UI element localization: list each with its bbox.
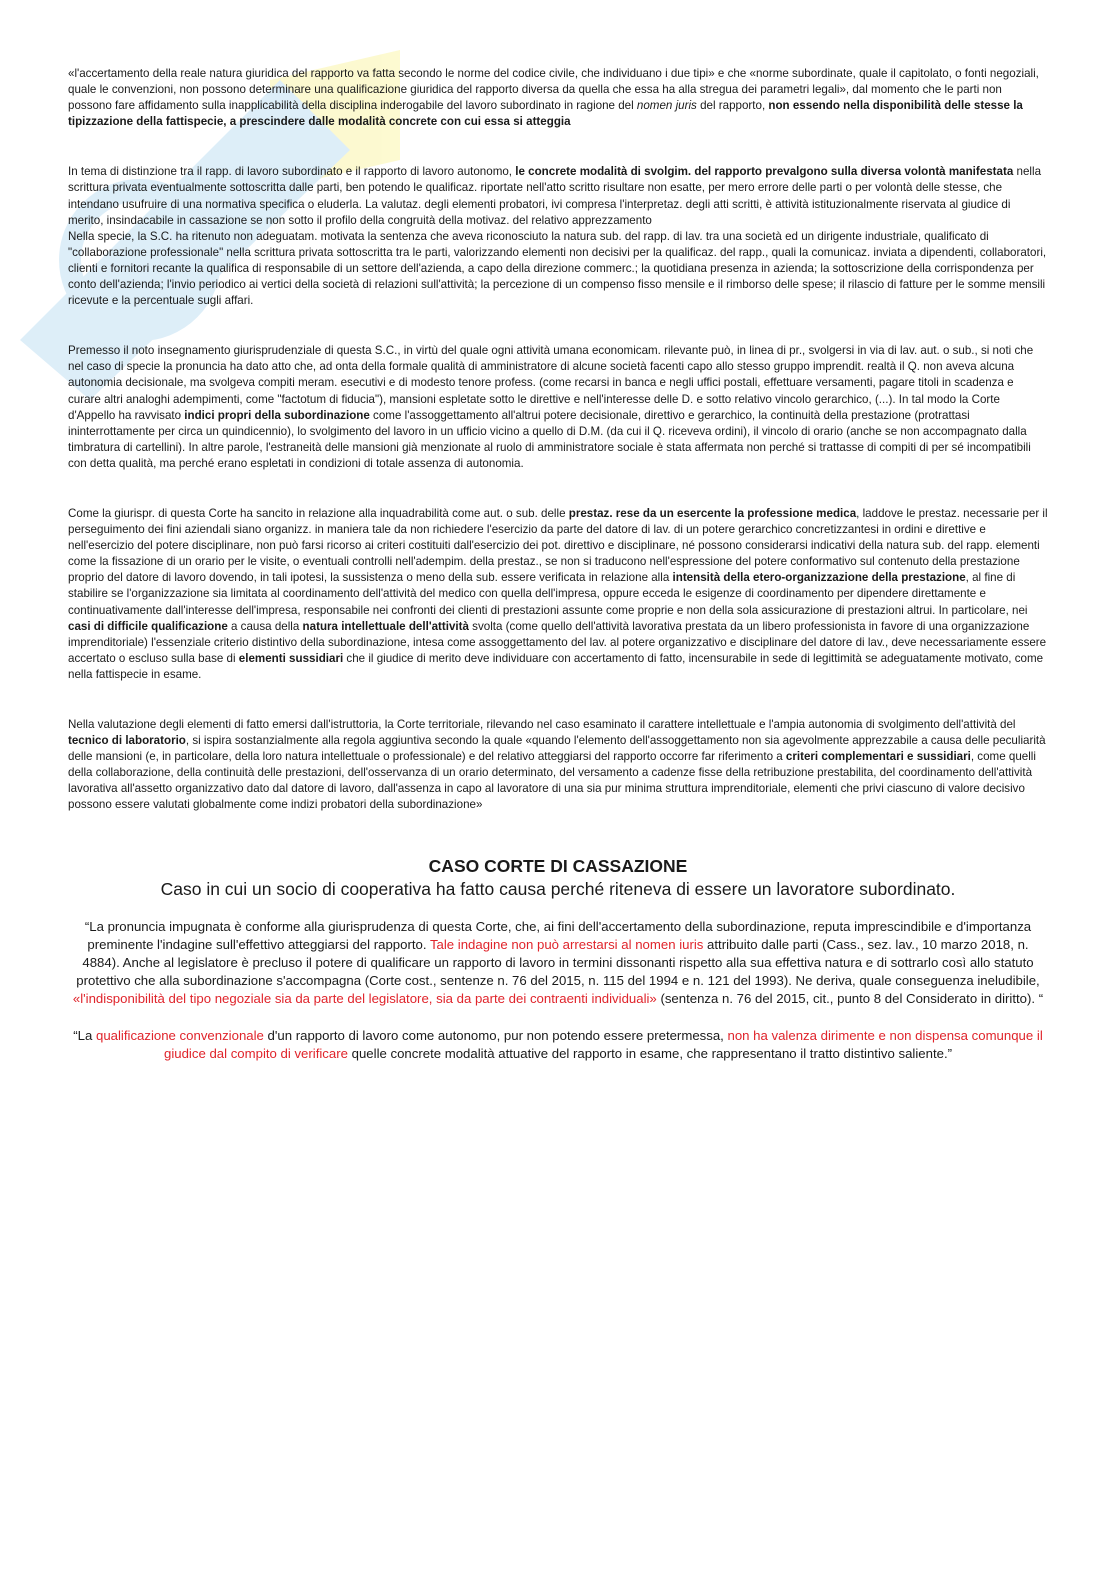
- paragraph-1: «l'accertamento della reale natura giuridica del rapporto va fatta secondo le norme del codice civile, che individuano i due tipi» e che «norme subordinate, quale il capitolato, o fonti negoziali, quale le convenzioni, non possono determinare una qualificazione giuridica del rapporto diversa da quella che essa ha alla stregua dei parametri legali», dal momento che le parti non possono fare affidamento sulla inapplicabilità della disciplina inderogabile del lavoro subordinato in ragione del nomen juris del rapporto, non essendo nella disponibilità delle stesse la tipizzazione della fattispecie, a prescindere dalle modalità concrete con cui essa si atteggia: [68, 67, 1039, 129]
- paragraph-2: In tema di distinzione tra il rapp. di lavoro subordinato e il rapporto di lavoro autonomo, le concrete modalità di svolgim. del rapporto prevalgono sulla diversa volontà manifestata nella scrittura privata eventualmente sottoscritta dalle parti, ben potendo le qualificaz. riportate nell'atto scritto risultare non esatte, per mero errore delle parti o per volontà delle stesse, che intendano usufruire di una normativa specifica o eluderla. La valutaz. degli elementi probatori, ivi compresa l'interpretaz. degli atti scritti, è attività istituzionalmente riservata al giudice di merito, insindacabile in cassazione se non sotto il profilo della congruità della motivaz. del relativo apprezzamento Nella specie, la S.C. ha ritenuto non adeguatam. motivata la sentenza che aveva riconosciuto la natura sub. del rapp. di lav. tra una società ed un dirigente industriale, qualificato di "collaborazione professionale" nella scrittura privata sottoscritta tra le parti, valorizzando elementi non decisivi per la qualificaz. del rapp., quali la comunicaz. inviata a dipendenti, collaboratori, clienti e fornitori recante la qualifica di responsabile di un settore dell'azienda, a capo della direzione commerc.; la quotidiana presenza in azienda; la sottoscrizione della corrispondenza per conto dell'azienda; l'invio periodico ai vertici della società di relazioni sull'attività; la percezione di un compenso fisso mensile e il rimborso delle spese; il rilascio di fatture per le somme mensili ricevute e la percentuale sugli affari.: [68, 165, 1047, 308]
- case-title: CASO CORTE DI CASSAZIONE: [428, 855, 688, 876]
- paragraph-5: Nella valutazione degli elementi di fatto emersi dall'istruttoria, la Corte territoriale, rilevando nel caso esaminato il carattere intellettuale e l'ampia autonomia di svolgimento dell'attività del tecnico di laboratorio, si ispira sostanzialmente alla regola aggiuntiva secondo la quale «quando l'elemento dell'assoggettamento non sia agevolmente apprezzabile a causa delle peculiarità delle mansioni (e, in particolare, della loro natura intellettuale o professionale) e del relativo atteggiarsi del rapporto occorre far riferimento a criteri complementari e sussidiari, come quelli della collaborazione, della continuità delle prestazioni, dell'osservanza di un orario determinato, del versamento a cadenze fisse della retribuzione prestabilita, del coordinamento dell'attività lavorativa all'assetto organizzativo dato dal datore di lavoro, dall'assenza in capo al lavoratore di una sia pur minima struttura imprenditoriale, elementi che privi ciascuno di valore decisivo possono essere valutati globalmente come indizi probatori della subordinazione»: [68, 718, 1046, 812]
- quote-2: “La qualificazione convenzionale d'un rapporto di lavoro come autonomo, pur non potendo essere pretermessa, non ha valenza dirimente e non dispensa comunque il giudice dal compito di verificare quelle concrete modalità attuative del rapporto in esame, che rappresentano il tratto distintivo saliente.”: [73, 1027, 1043, 1061]
- quote-1: “La pronuncia impugnata è conforme alla giurisprudenza di questa Corte, che, ai fini dell'accertamento della subordinazione, reputa imprescindibile e d'importanza preminente l'indagine sull'effettivo atteggiarsi del rapporto. Tale indagine non può arrestarsi al nomen iuris attribuito dalle parti (Cass., sez. lav., 10 marzo 2018, n. 4884). Anche al legislatore è precluso il potere di qualificare un rapporto di lavoro in termini dissonanti rispetto alla sua effettiva natura e di sottrarlo così allo statuto protettivo che alla subordinazione s'accompagna (Corte cost., sentenze n. 76 del 2015, n. 115 del 1994 e n. 121 del 1993). Ne deriva, quale conseguenza ineludibile, «l'indisponibilità del tipo negoziale sia da parte del legislatore, sia da parte dei contraenti individuali» (sentenza n. 76 del 2015, cit., punto 8 del Considerato in diritto). “: [72, 918, 1044, 1007]
- paragraph-4: Come la giurispr. di questa Corte ha sancito in relazione alla inquadrabilità come aut. o sub. delle prestaz. rese da un esercente la professione medica, laddove le prestaz. necessarie per il perseguimento dei fini aziendali siano organizz. in maniera tale da non richiedere l'esercizio da parte del datore di lav. di un potere gerarchico concretizzantesi in ordini e direttive e nell'esercizio del potere disciplinare, non può farsi ricorso ai criteri costituiti dall'esercizio dei pot. direttivo e disciplinare, né possono considerarsi indicativi della natura sub. del rapp. elementi come la fissazione di un orario per le visite, o eventuali controlli nell'adempim. della prestaz., se non si traducono nell'espressione del potere conformativo sul contenuto della prestazione proprio del datore di lavoro dovendo, in tali ipotesi, la sussistenza o meno della sub. essere verificata in relazione alla intensità della etero-organizzazione della prestazione, al fine di stabilire se l'organizzazione sia limitata al coordinamento dell'attività del medico con quella dell'impresa, oppure ecceda le esigenze di coordinamento per dipendere direttamente e continuativamente dall'interesse dell'impresa, responsabile nei confronti dei clienti di prestazioni assunte come proprie e non della sola assicurazione di prestazioni altrui. In particolare, nei casi di difficile qualificazione a causa della natura intellettuale dell'attività svolta (come quello dell'attività lavorativa prestata da un libero professionista in favore di una organizzazione imprenditoriale) l'essenziale criterio distintivo della subordinazione, intesa come assoggettamento del lav. al potere organizzativo e disciplinare del datore di lav., deve necessariamente essere accertato o escluso sulla base di elementi sussidiari che il giudice di merito deve individuare con accertamento di fatto, incensurabile in sede di legittimità se adeguatamente motivato, come nella fattispecie in esame.: [68, 506, 1048, 681]
- paragraph-3: Premesso il noto insegnamento giurisprudenziale di questa S.C., in virtù del quale ogni attività umana economicam. rilevante può, in linea di pr., svolgersi in via di lav. aut. o sub., si noti che nel caso di specie la pronuncia ha dato atto che, ad onta della formale qualità di amministratore di alcune società facenti capo allo stesso gruppo imprendit. realtà il Q. non aveva alcuna autonomia decisionale, ma svolgeva compiti meram. esecutivi e di modesto tenore profess. (come recarsi in banca e negli uffici postali, effettuare versamenti, pagare titoli in scadenza e curare altri analoghi adempimenti, come "factotum di fiducia"), mansioni espletate sotto le direttive e nell'interesse delle D. e sotto relativo vincolo gerarchico, (...). In tal modo la Corte d'Appello ha ravvisato indici propri della subordinazione come l'assoggettamento all'altrui potere decisionale, direttivo e gerarchico, la continuità della prestazione (protrattasi ininterrottamente per circa un quindicennio), lo svolgimento del lavoro in un ufficio vicino a quello di D.M. (da cui il Q. riceveva ordini), il vincolo di orario (anche se non accompagnato dalla timbratura di cartellini). In altre parole, l'estraneità delle mansioni già menzionate al ruolo di amministratore sociale è stata affermata non perché si trattasse di compiti di per sé incompatibili con detta qualità, ma perché erano espletati in condizioni di totale assenza di autonomia.: [68, 344, 1034, 470]
- document-body: [68, 66, 1048, 1081]
- case-subtitle: Caso in cui un socio di cooperativa ha fatto causa perché riteneva di essere un lavoratore subordinato.: [160, 878, 956, 899]
